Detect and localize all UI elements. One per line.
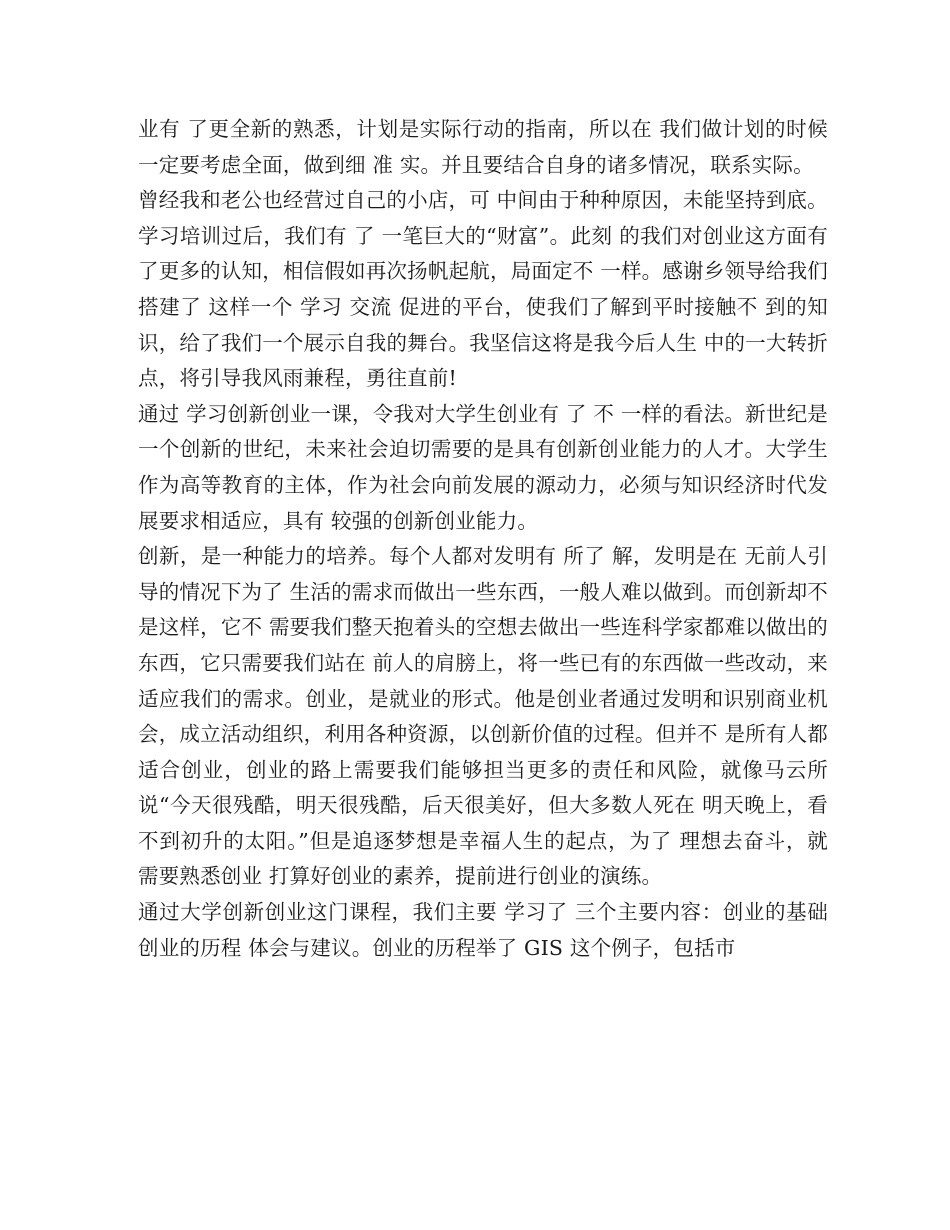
paragraph-5: 创新，是一种能力的培养。每个人都对发明有 所了 解，发明是在 无前人引导的情况下为了 生活的需求而做出一些东西，一般人难以做到。而创新却不是这样，它不 需要我们整天抱着头的空想去做出一些连科学家都难以做出的东西，它只需要我们站在 前人的肩膀上，将一些已有的东西做一些改动，来适应我们的需求。创业，是就业的形式。他是创业者通过发明和识别商业机会，成立活动组织，利用各种资源，以创新价值的过程。但并不 是所有人都适合创业，创业的路上需要我们能够担当更多的责任和风险，就像马云所说“今天很残酷，明天很残酷，后天很美好，但大多数人死在 明天晚上，看不到初升的太阳。”但是追逐梦想是幸福人生的起点，为了 理想去奋斗，就需要熟悉创业 打算好创业的素养，提前进行创业的演练。 bbox=[138, 544, 828, 889]
paragraph-3: 学习培训过后，我们有 了 一笔巨大的“财富”。此刻 的我们对创业这方面有 了更多的认知，相信假如再次扬帆起航，局面定不 一样。感谢乡领导给我们搭建了 这样一个 学习 交流 促进的平台，使我们了解到平时接触不 到的知识，给了我们一个展示自我的舞台。我坚信这将是我今后人生 中的一大转折点，将引导我风雨兼程，勇往直前! bbox=[138, 223, 828, 391]
paragraph-6: 通过大学创新创业这门课程，我们主要 学习了 三个主要内容：创业的基础 创业的历程 体会与建议。创业的历程举了 GIS 这个例子，包括市 bbox=[138, 900, 828, 960]
paragraph-2: 曾经我和老公也经营过自己的小店，可 中间由于种种原因，未能坚持到底。 bbox=[138, 188, 828, 213]
paragraph-1: 业有 了更全新的熟悉，计划是实际行动的指南，所以在 我们做计划的时候一定要考虑全面，做到细 准 实。并且要结合自身的诸多情况，联系实际。 bbox=[138, 117, 828, 177]
document-body bbox=[138, 112, 828, 966]
paragraph-4: 通过 学习创新创业一课，令我对大学生创业有 了 不 一样的看法。新世纪是一个创新的世纪，未来社会迫切需要的是具有创新创业能力的人才。大学生作为高等教育的主体，作为社会向前发展的源动力，必须与知识经济时代发展要求相适应，具有 较强的创新创业能力。 bbox=[138, 401, 828, 533]
